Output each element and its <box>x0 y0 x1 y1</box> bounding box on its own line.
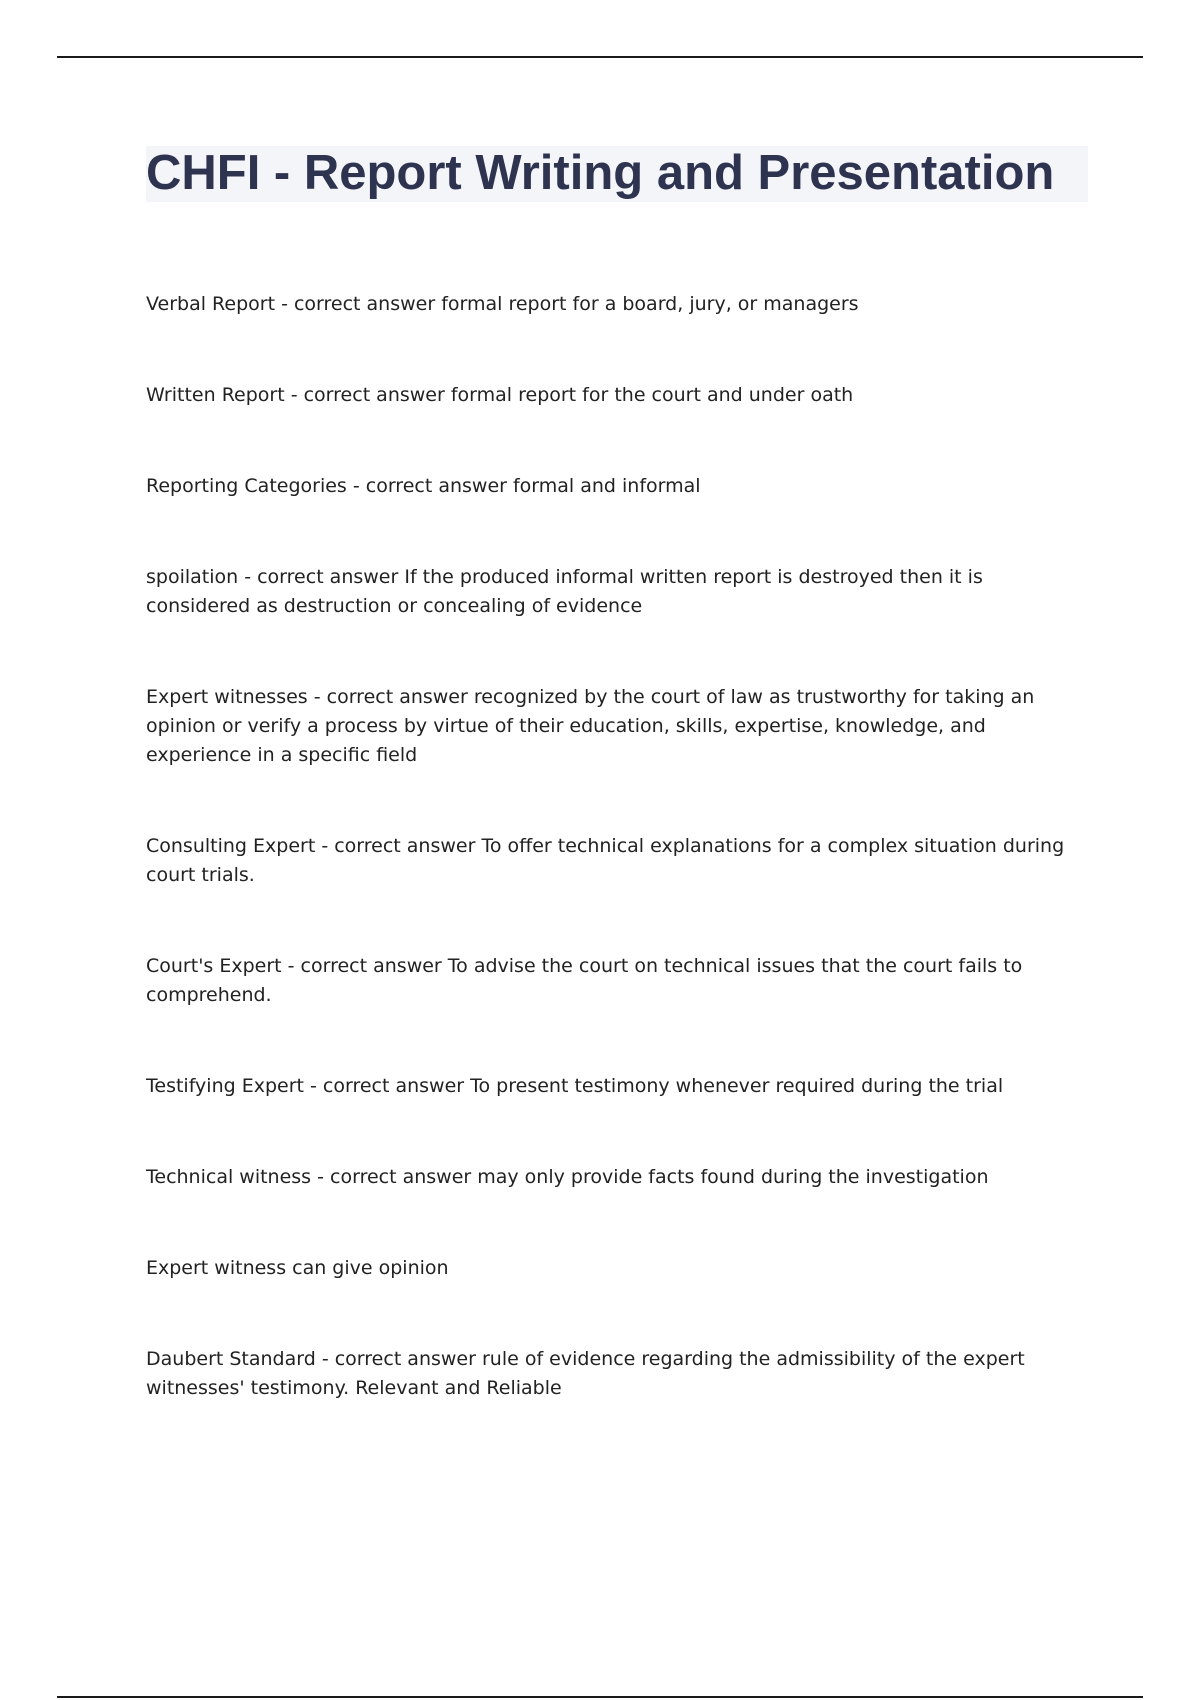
entry-written-report: Written Report - correct answer formal report for the court and under oath <box>146 384 854 406</box>
entry-expert-witnesses: Expert witnesses - correct answer recognized by the court of law as trustworthy for taking an opinion or verify a process by virtue of their education, skills, expertise, knowledge, and experience in a specific field <box>146 686 1035 766</box>
bottom-rule <box>57 1696 1143 1698</box>
top-rule <box>57 56 1143 58</box>
entry-list <box>146 290 1086 1465</box>
entry-technical-witness: Technical witness - correct answer may only provide facts found during the investigation <box>146 1166 989 1188</box>
entry-reporting-categories: Reporting Categories - correct answer formal and informal <box>146 475 701 497</box>
entry-verbal-report: Verbal Report - correct answer formal report for a board, jury, or managers <box>146 293 859 315</box>
entry-daubert-standard: Daubert Standard - correct answer rule of evidence regarding the admissibility of the expert witnesses' testimony. Relevant and Reliable <box>146 1348 1025 1399</box>
entry-testifying-expert: Testifying Expert - correct answer To present testimony whenever required during the trial <box>146 1075 1004 1097</box>
entry-courts-expert: Court's Expert - correct answer To advise the court on technical issues that the court fails to comprehend. <box>146 955 1023 1006</box>
entry-expert-witness-opinion: Expert witness can give opinion <box>146 1257 449 1279</box>
entry-consulting-expert: Consulting Expert - correct answer To offer technical explanations for a complex situation during court trials. <box>146 835 1065 886</box>
page-title: CHFI - Report Writing and Presentation <box>146 146 1055 200</box>
entry-spoilation: spoilation - correct answer If the produced informal written report is destroyed then it is considered as destruction or concealing of evidence <box>146 566 983 617</box>
